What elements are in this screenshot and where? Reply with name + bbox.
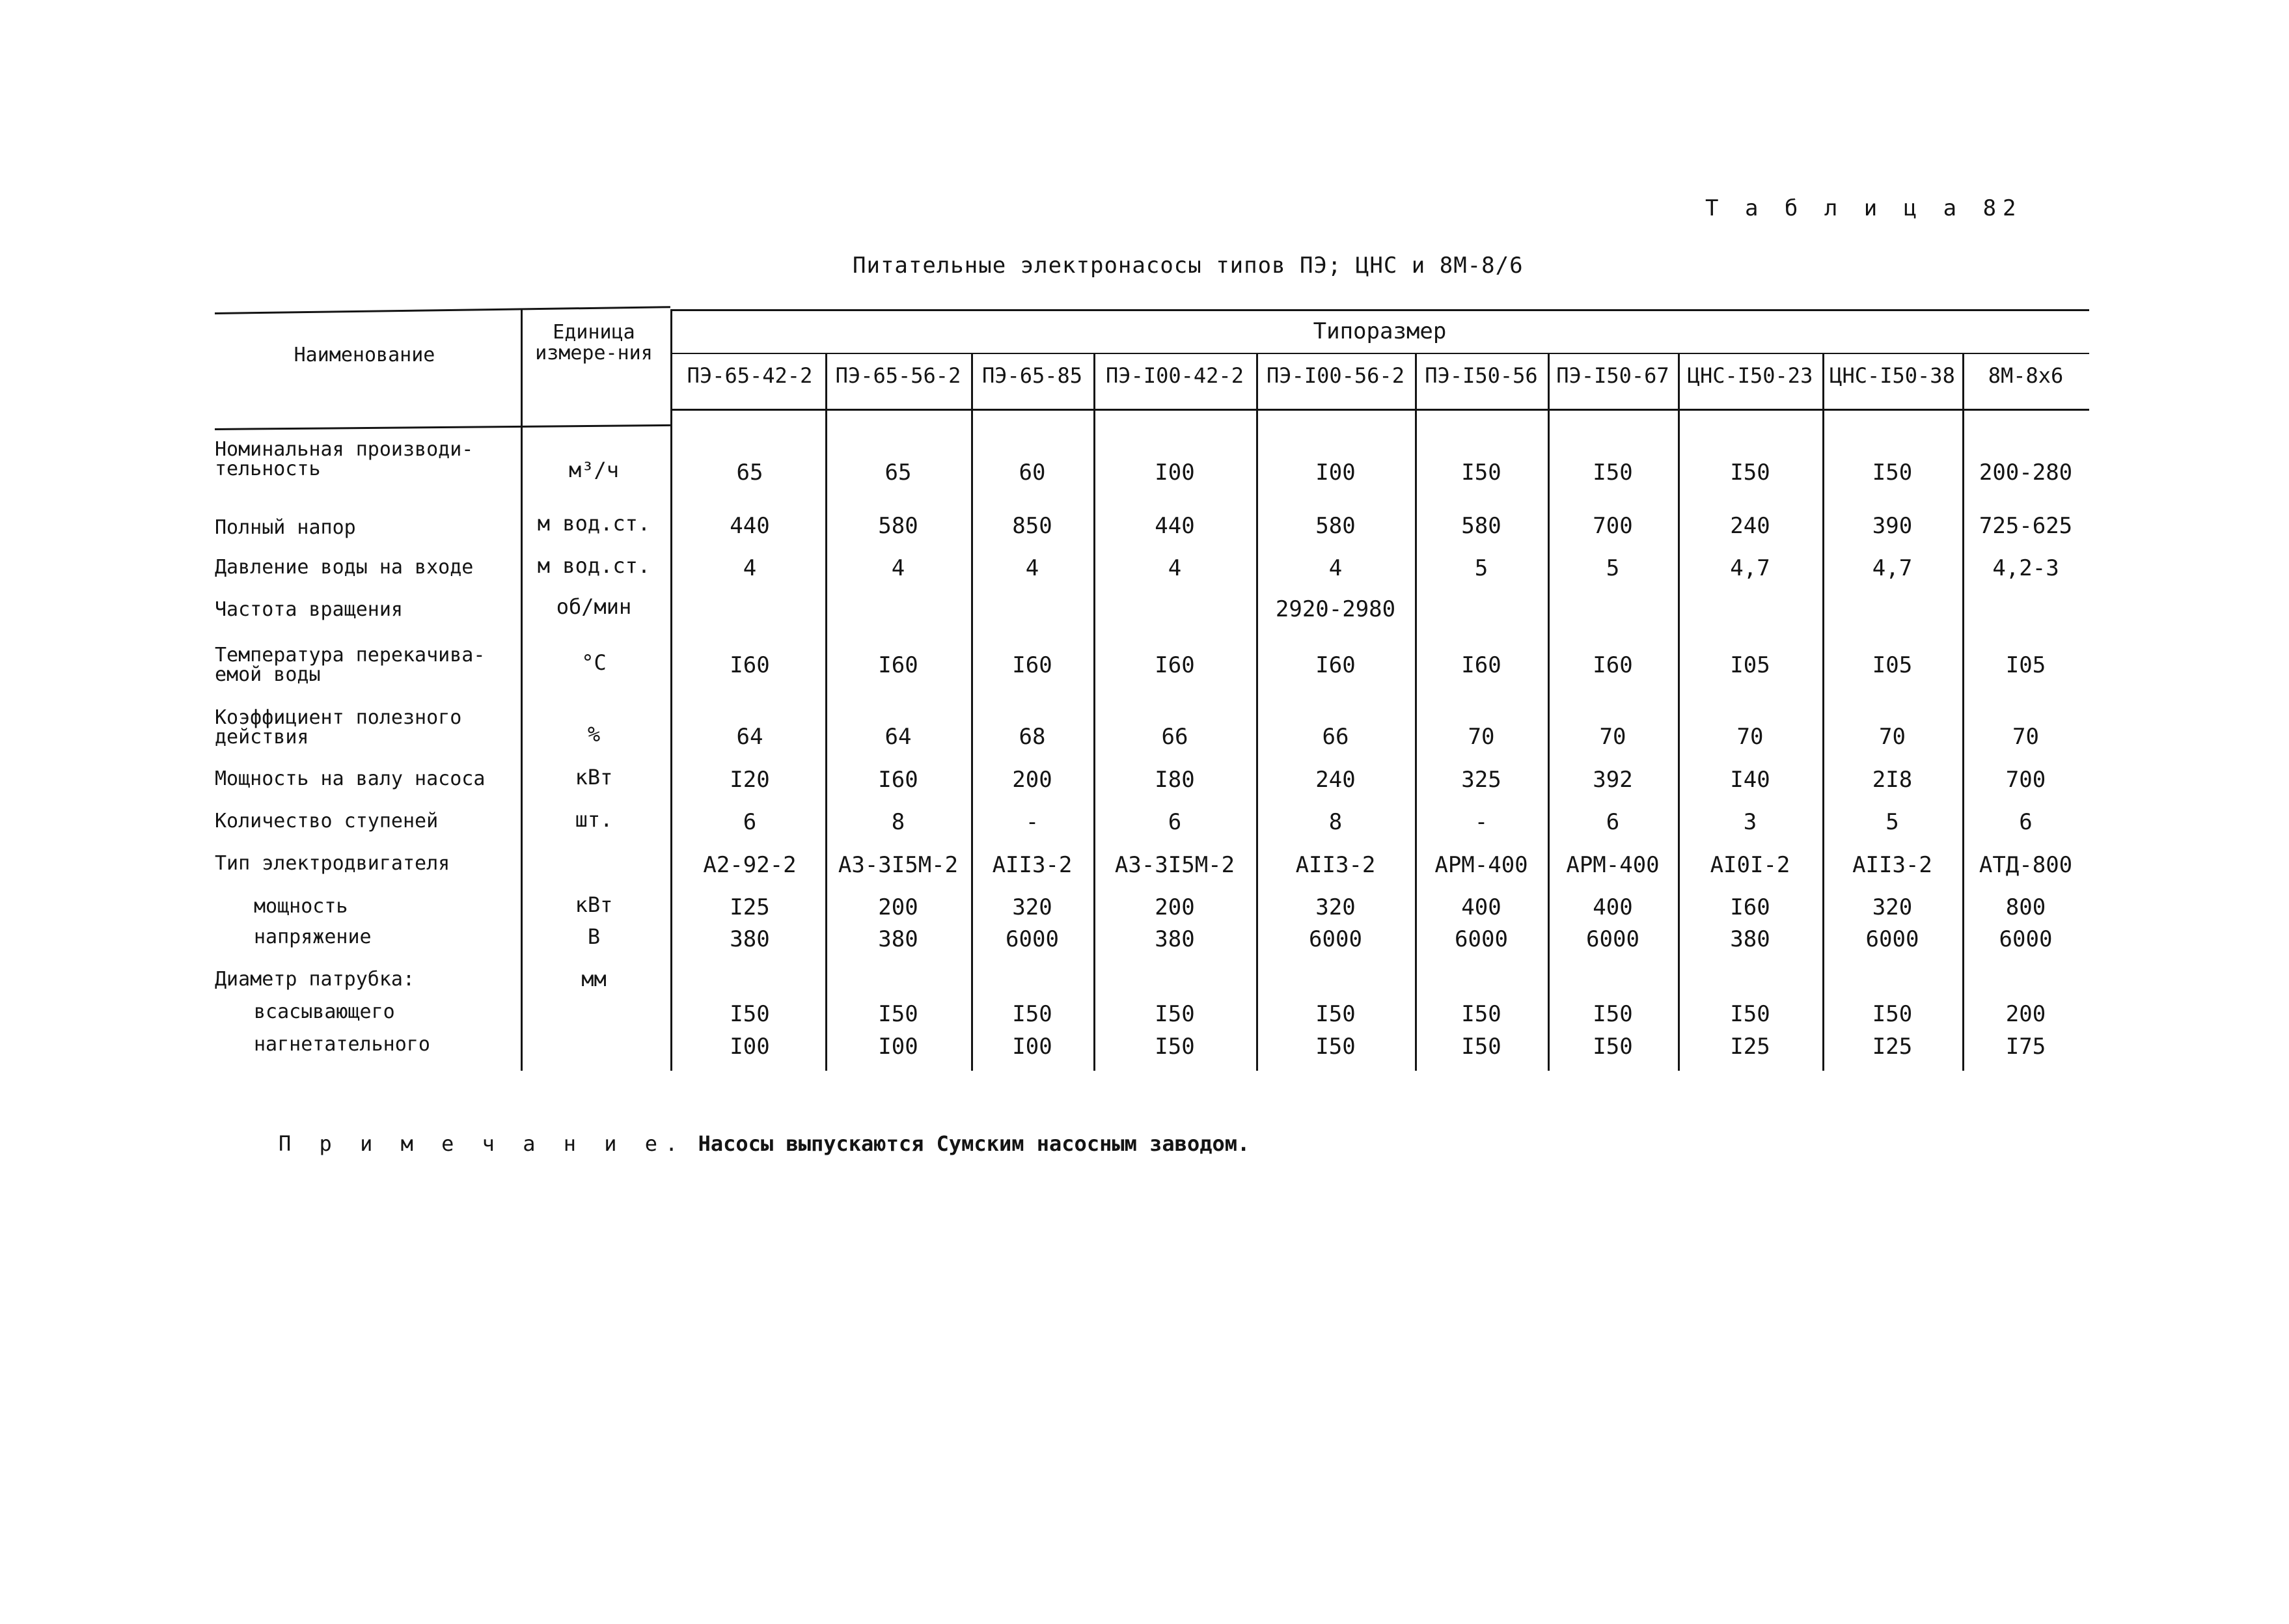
table-cell: АРМ-400 (1566, 852, 1660, 878)
table-cell: 200 (1012, 767, 1052, 793)
table-cell: 440 (730, 513, 770, 539)
table-cell: АII3-2 (1295, 852, 1376, 878)
row-label: Диаметр патрубка: (215, 968, 415, 991)
row-label: Полный напор (215, 516, 356, 539)
table-cell: 6 (1168, 809, 1182, 835)
table-cell: 400 (1593, 894, 1633, 920)
table-cell: I50 (1593, 1034, 1633, 1060)
table-cell: 4 (743, 555, 757, 581)
table-number: Т а б л и ц а 82 (1705, 195, 2023, 221)
table-cell: 6 (2019, 809, 2033, 835)
table-cell: I00 (878, 1034, 918, 1060)
table-cell: I60 (878, 652, 918, 678)
table-cell: АII3-2 (1852, 852, 1932, 878)
row-unit: В (587, 924, 601, 949)
table-cell: АЗ-3I5М-2 (1114, 852, 1235, 878)
table-cell: I50 (1315, 1034, 1356, 1060)
row-unit: кВт (575, 892, 613, 917)
table-cell: 580 (1315, 513, 1356, 539)
table-cell: 325 (1461, 767, 1501, 793)
column-header: ЦНС-I50-23 (1687, 363, 1813, 388)
table-cell: А2-92-2 (703, 852, 797, 878)
table-cell: АТД-800 (1979, 852, 2073, 878)
table-cell: I60 (1012, 652, 1052, 678)
row-label: Тип электродвигателя (215, 852, 450, 875)
note-label: П р и м е ч а н и е. (279, 1131, 686, 1156)
table-cell: I50 (1461, 1001, 1501, 1027)
table-cell: I60 (878, 767, 918, 793)
table-cell: 850 (1012, 513, 1052, 539)
table-cell: I50 (1593, 460, 1633, 486)
table-cell: 64 (736, 724, 763, 750)
table-cell: 5 (1474, 555, 1488, 581)
column-header: ПЭ-65-85 (981, 363, 1083, 388)
table-cell: - (1025, 809, 1039, 835)
table-cell: 380 (730, 926, 770, 952)
column-divider (670, 309, 672, 1071)
header-bottom-rule (215, 424, 670, 430)
row-label: мощность (254, 895, 348, 918)
column-header: ЦНС-I50-38 (1830, 363, 1955, 388)
table-cell: 68 (1019, 724, 1046, 750)
table-cell: 4 (891, 555, 905, 581)
column-header: 8М-8х6 (1988, 363, 2064, 388)
table-cell: 700 (2005, 767, 2046, 793)
table-cell: 70 (1879, 724, 1906, 750)
table-cell: 320 (1872, 894, 1913, 920)
table-cell: 390 (1872, 513, 1913, 539)
table-note (279, 1131, 1250, 1156)
table-cell: I60 (1461, 652, 1501, 678)
note-text: Насосы выпускаются Сумским насосным заводом. (698, 1131, 1250, 1156)
table-cell: I20 (730, 767, 770, 793)
row-unit: м³/ч (568, 458, 620, 482)
table-cell: 725-625 (1979, 513, 2073, 539)
column-header: ПЭ-I00-42-2 (1106, 363, 1244, 388)
table-cell: I50 (878, 1001, 918, 1027)
row-unit: об/мин (556, 594, 632, 619)
table-cell: I25 (1872, 1034, 1913, 1060)
table-cell: I05 (1730, 652, 1770, 678)
table-cell: 200 (1155, 894, 1195, 920)
table-cell: 4,7 (1730, 555, 1770, 581)
table-cell: 6000 (1309, 926, 1362, 952)
table-cell: 4,7 (1872, 555, 1913, 581)
table-cell: 4 (1168, 555, 1182, 581)
table-cell: 320 (1012, 894, 1052, 920)
table-cell: I00 (1155, 460, 1195, 486)
table-cell: I50 (1730, 1001, 1770, 1027)
table-top-rule (670, 309, 2089, 311)
row-unit: шт. (575, 807, 613, 832)
table-cell: 66 (1161, 724, 1188, 750)
type-size-subrule (670, 353, 2089, 354)
table-cell: 392 (1593, 767, 1633, 793)
table-cell: 580 (878, 513, 918, 539)
table-cell: 6 (1606, 809, 1620, 835)
table-cell: 64 (884, 724, 912, 750)
table-cell: I75 (2005, 1034, 2046, 1060)
row-label: нагнетательного (254, 1033, 430, 1056)
table-cell: I00 (730, 1034, 770, 1060)
table-cell: 6000 (1865, 926, 1919, 952)
table-cell: 6000 (1999, 926, 2053, 952)
column-header: ПЭ-I50-67 (1556, 363, 1669, 388)
table-cell: АI0I-2 (1710, 852, 1790, 878)
table-cell: 320 (1315, 894, 1356, 920)
table-cell: 66 (1322, 724, 1349, 750)
table-cell: I50 (1730, 460, 1770, 486)
table-cell: I05 (2005, 652, 2046, 678)
table-cell: 4 (1025, 555, 1039, 581)
row-label: Частота вращения (215, 598, 403, 621)
table-cell: 440 (1155, 513, 1195, 539)
table-cell: 65 (884, 460, 912, 486)
row-label: Давление воды на входе (215, 556, 474, 579)
table-cell: 800 (2005, 894, 2046, 920)
table-cell: I50 (1872, 460, 1913, 486)
table-cell: 6000 (1006, 926, 1059, 952)
row-label: Номинальная производи-тельность (215, 438, 474, 480)
table-cell: АЗ-3I5М-2 (838, 852, 959, 878)
column-header: ПЭ-65-42-2 (687, 363, 813, 388)
column-header: ПЭ-I00-56-2 (1267, 363, 1405, 388)
table-cell: 240 (1730, 513, 1770, 539)
table-cell: 6 (743, 809, 757, 835)
row-unit: °С (581, 650, 607, 675)
table-cell: 200 (2005, 1001, 2046, 1027)
table-cell: 6000 (1586, 926, 1639, 952)
table-cell: I60 (1593, 652, 1633, 678)
column-header: ПЭ-I50-56 (1425, 363, 1538, 388)
table-cell: I80 (1155, 767, 1195, 793)
table-cell: 380 (878, 926, 918, 952)
table-cell: I50 (1461, 1034, 1501, 1060)
table-cell: 4,2-3 (1992, 555, 2059, 581)
table-cell: I40 (1730, 767, 1770, 793)
table-cell: I50 (1155, 1034, 1195, 1060)
row-label: Температура перекачива-емой воды (215, 644, 486, 686)
table-cell: АРМ-400 (1434, 852, 1528, 878)
table-cell: 60 (1019, 460, 1046, 486)
table-cell: 65 (736, 460, 763, 486)
table-cell: 580 (1461, 513, 1501, 539)
table-cell: 5 (1606, 555, 1620, 581)
spanning-value: 2920-2980 (1275, 596, 1396, 622)
table-cell: 380 (1730, 926, 1770, 952)
row-label: напряжение (254, 926, 372, 948)
table-cell: 380 (1155, 926, 1195, 952)
table-cell: 8 (891, 809, 905, 835)
table-cell: I00 (1315, 460, 1356, 486)
table-cell: 5 (1885, 809, 1899, 835)
table-cell: I60 (1155, 652, 1195, 678)
table-cell: 240 (1315, 767, 1356, 793)
table-top-rule (215, 306, 670, 314)
table-cell: I25 (1730, 1034, 1770, 1060)
header-bottom-rule (670, 409, 2089, 411)
table-cell: I50 (1593, 1001, 1633, 1027)
table-cell: I05 (1872, 652, 1913, 678)
table-cell: 200 (878, 894, 918, 920)
table-cell: I60 (1730, 894, 1770, 920)
table-cell: 8 (1328, 809, 1343, 835)
table-cell: 2I8 (1872, 767, 1913, 793)
row-label: Коэффициент полезного действия (215, 706, 462, 749)
table-cell: I60 (730, 652, 770, 678)
table-cell: 6000 (1455, 926, 1508, 952)
table-cell: I50 (1155, 1001, 1195, 1027)
row-unit: % (587, 722, 601, 747)
row-unit: кВт (575, 765, 613, 790)
table-cell: 3 (1743, 809, 1757, 835)
row-unit: мм (581, 967, 607, 991)
header-unit: Единица измере-ния (535, 321, 653, 365)
row-label: Количество ступеней (215, 810, 439, 833)
table-cell: 70 (1468, 724, 1495, 750)
table-title: Питательные электронасосы типов ПЭ; ЦНС и 8М-8/6 (853, 253, 1524, 279)
table-cell: 700 (1593, 513, 1633, 539)
row-unit: м вод.ст. (537, 511, 651, 536)
table-cell: I50 (1461, 460, 1501, 486)
table-cell: 200-280 (1979, 460, 2073, 486)
table-cell: 400 (1461, 894, 1501, 920)
table-cell: I50 (1872, 1001, 1913, 1027)
table-cell: I60 (1315, 652, 1356, 678)
table-cell: 4 (1328, 555, 1343, 581)
table-cell: I50 (730, 1001, 770, 1027)
row-unit: м вод.ст. (537, 553, 651, 578)
row-label: всасывающего (254, 1000, 395, 1023)
table-cell: 70 (1736, 724, 1764, 750)
table-cell: I00 (1012, 1034, 1052, 1060)
header-name: Наименование (294, 344, 435, 366)
table-cell: АII3-2 (992, 852, 1073, 878)
table-cell: - (1474, 809, 1488, 835)
column-divider (521, 309, 523, 1071)
column-header: ПЭ-65-56-2 (835, 363, 961, 388)
table-cell: I50 (1315, 1001, 1356, 1027)
table-cell: 70 (2012, 724, 2039, 750)
header-type-size: Типоразмер (1313, 318, 1447, 344)
table-cell: I25 (730, 894, 770, 920)
row-label: Мощность на валу насоса (215, 767, 486, 790)
table-cell: 70 (1599, 724, 1626, 750)
table-cell: I50 (1012, 1001, 1052, 1027)
